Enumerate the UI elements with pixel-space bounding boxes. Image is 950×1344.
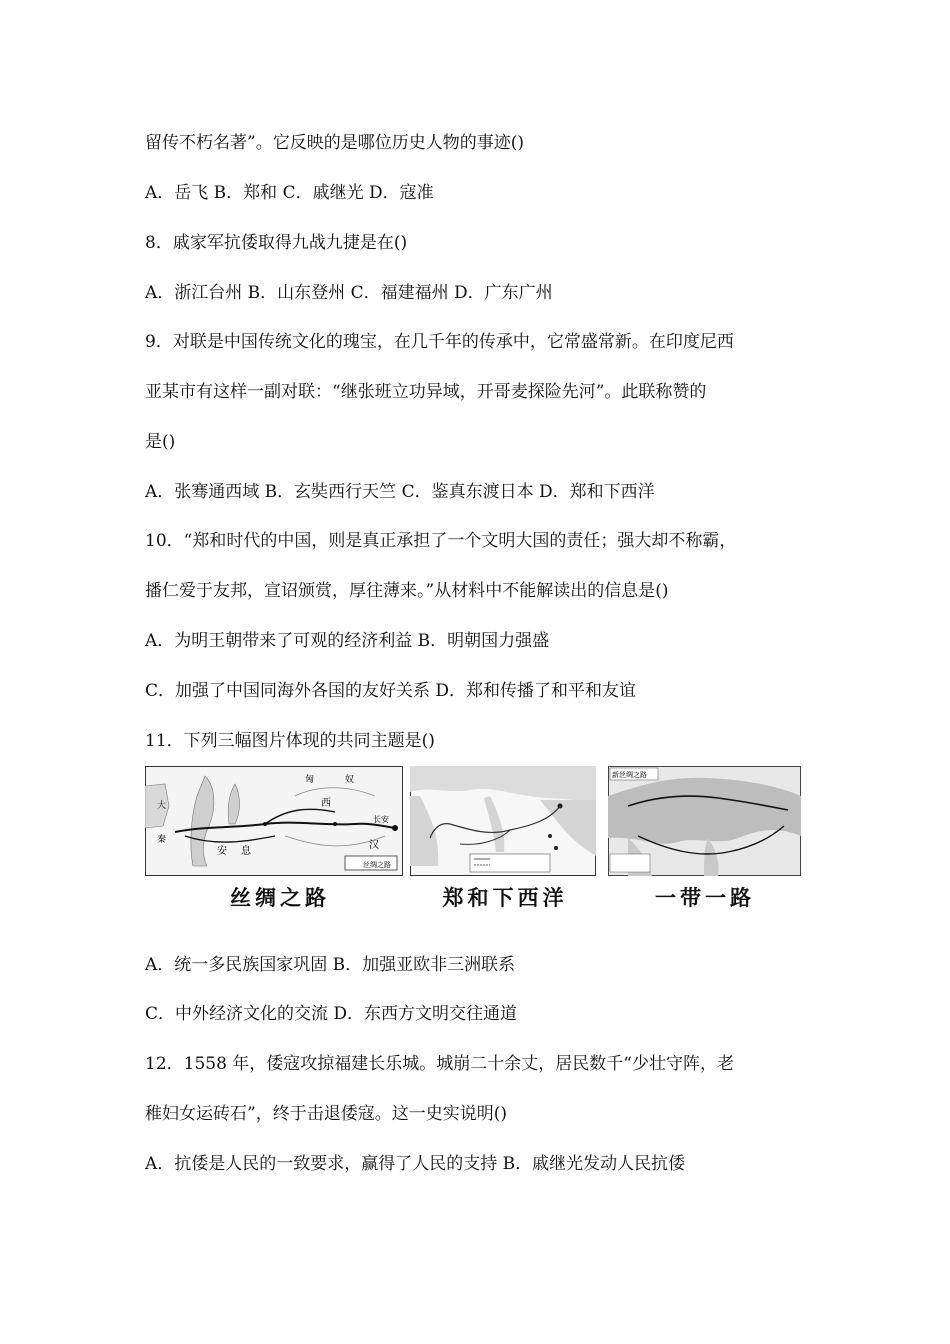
question-10-stem-line2: 播仁爱于友邦，宣诏颁赏，厚往薄来。”从材料中不能解读出的信息是() (145, 581, 669, 601)
figure-caption-belt-road: 一带一路 (655, 886, 755, 910)
silk-road-map-image (145, 766, 403, 876)
question-7-stem-end: 留传不朽名著”。它反映的是哪位历史人物的事迹() (145, 133, 524, 153)
question-9-stem-line3: 是() (145, 432, 176, 452)
question-9-stem-line2: 亚某市有这样一副对联：“继张班立功异域，开哥麦探险先河”。此联称赞的 (145, 382, 707, 402)
map-legend-label: 丝绸之路 (363, 861, 391, 869)
question-10-options-cd: C．加强了中国同海外各国的友好关系 D．郑和传播了和平和友谊 (145, 681, 637, 701)
question-10-options-ab: A．为明王朝带来了可观的经济利益 B．明朝国力强盛 (145, 631, 550, 651)
question-11-stem: 11．下列三幅图片体现的共同主题是() (145, 731, 435, 751)
map-label: 匈 (305, 775, 315, 785)
map-label: 长安 (373, 815, 389, 824)
question-7-options: A．岳飞 B．郑和 C．戚继光 D．寇准 (145, 183, 434, 203)
figure-caption-silk-road: 丝绸之路 (230, 886, 330, 910)
zheng-he-figure (410, 766, 596, 876)
map-label: 息 (241, 846, 251, 857)
map-label: 安 (217, 846, 227, 857)
question-12-stem-line2: 稚妇女运砖石”，终于击退倭寇。这一史实说明() (145, 1104, 507, 1124)
question-8-options: A．浙江台州 B．山东登州 C．福建福州 D．广东广州 (145, 283, 553, 303)
question-11-options-cd: C．中外经济文化的交流 D．东西方文明交往通道 (145, 1004, 518, 1024)
map-label: 秦 (157, 835, 167, 845)
question-8-stem: 8．戚家军抗倭取得九战九捷是在() (145, 233, 408, 253)
belt-road-figure (608, 766, 801, 876)
map-label: 汉 (369, 840, 379, 851)
question-12-options-ab: A．抗倭是人民的一致要求，赢得了人民的支持 B．戚继光发动人民抗倭 (145, 1154, 686, 1174)
map-label: 新丝绸之路 (612, 771, 647, 779)
question-11-options-ab: A．统一多民族国家巩固 B．加强亚欧非三洲联系 (145, 955, 516, 975)
question-11-figures (145, 766, 805, 916)
map-label: 西 (321, 798, 331, 809)
question-9-stem-line1: 9．对联是中国传统文化的瑰宝，在几千年的传承中，它常盛常新。在印度尼西 (145, 332, 734, 352)
map-label: 奴 (345, 775, 355, 785)
question-10-stem-line1: 10．“郑和时代的中国，则是真正承担了一个文明大国的责任；强大却不称霸， (145, 531, 737, 551)
silk-road-figure (145, 766, 403, 876)
map-label: 大 (157, 801, 167, 811)
question-9-options: A．张骞通西域 B．玄奘西行天竺 C．鉴真东渡日本 D．郑和下西洋 (145, 482, 655, 502)
question-12-stem-line1: 12．1558 年，倭寇攻掠福建长乐城。城崩二十余丈，居民数千“少壮守阵，老 (145, 1054, 734, 1074)
belt-road-map-image (608, 766, 801, 876)
zheng-he-map-image (410, 766, 596, 876)
figure-caption-zheng-he: 郑和下西洋 (442, 886, 568, 910)
